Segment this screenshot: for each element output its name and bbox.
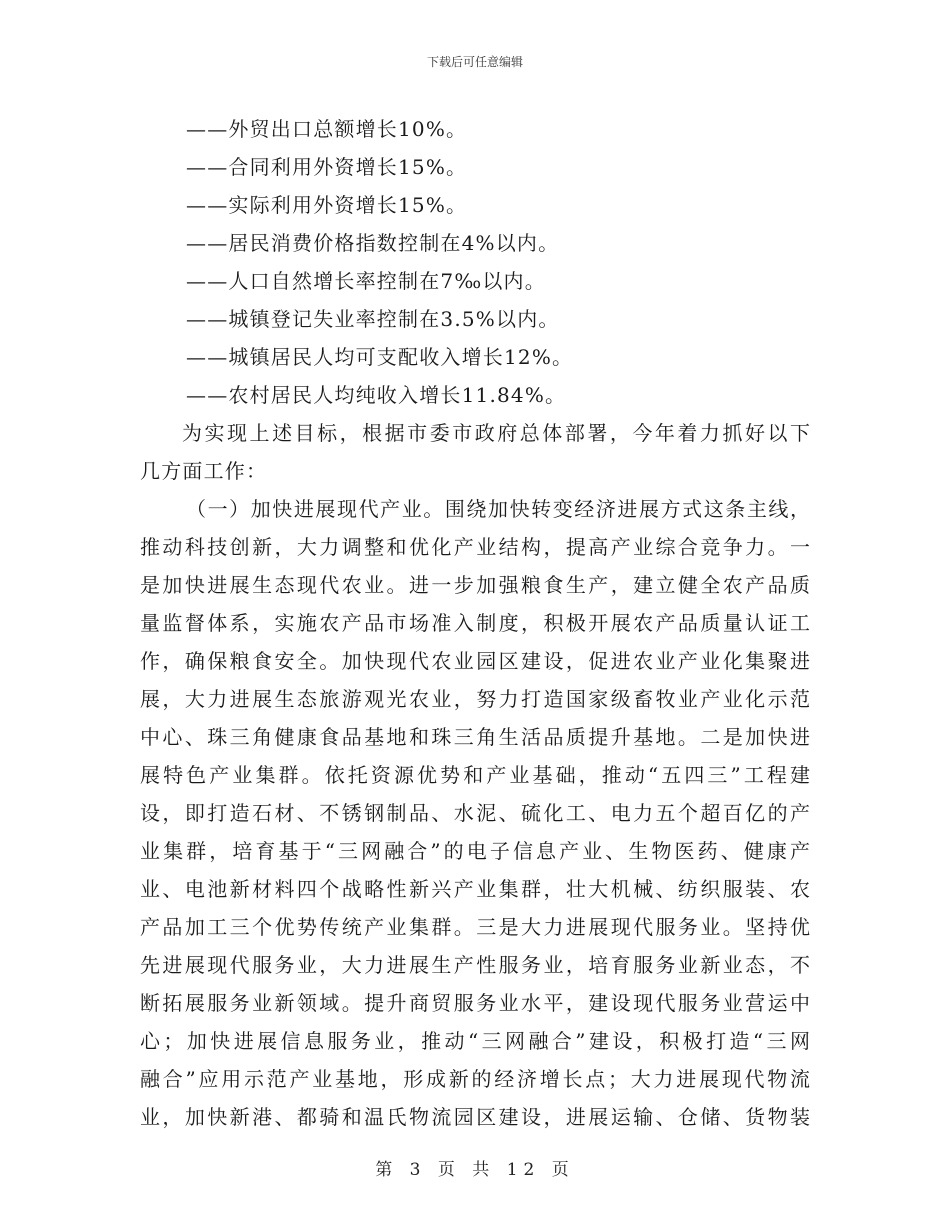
document-body (140, 110, 810, 1136)
target-item: ——居民消费价格指数控制在4%以内。 (186, 231, 560, 255)
section-paragraph-line: 设，即打造石材、不锈钢制品、水泥、硫化工、电力五个超百亿的产 (140, 801, 810, 825)
section-paragraph-line: 融合”应用示范产业基地，形成新的经济增长点；大力进展现代物流 (140, 1067, 810, 1091)
section-paragraph-line: 断拓展服务业新领域。提升商贸服务业水平，建设现代服务业营运中 (140, 991, 810, 1015)
section-paragraph-line: 业，加快新港、都骑和温氏物流园区建设，进展运输、仓储、货物装 (140, 1105, 810, 1129)
section-paragraph-line: 量监督体系，实施农产品市场准入制度，积极开展农产品质量认证工 (140, 611, 810, 635)
section-paragraph-line: 业、电池新材料四个战略性新兴产业集群，壮大机械、纺织服装、农 (140, 877, 810, 901)
section-paragraph-line: 作，确保粮食安全。加快现代农业园区建设，促进农业产业化集聚进 (140, 649, 810, 673)
section-paragraph-line: 展，大力进展生态旅游观光农业，努力打造国家级畜牧业产业化示范 (140, 687, 810, 711)
section-paragraph-line: 推动科技创新，大力调整和优化产业结构，提高产业综合竞争力。一 (140, 535, 810, 559)
section-paragraph-line: 心；加快进展信息服务业，推动“三网融合”建设，积极打造“三网 (140, 1029, 810, 1053)
section-paragraph-line: 产品加工三个优势传统产业集群。三是大力进展现代服务业。坚持优 (140, 915, 810, 939)
target-item: ——农村居民人均纯收入增长11.84%。 (186, 383, 567, 407)
section-paragraph-line: 先进展现代服务业，大力进展生产性服务业，培育服务业新业态，不 (140, 953, 810, 977)
target-item: ——城镇居民人均可支配收入增长12%。 (186, 345, 574, 369)
intro-paragraph-line: 为实现上述目标，根据市委市政府总体部署，今年着力抓好以下 (182, 421, 810, 445)
target-item: ——城镇登记失业率控制在3.5%以内。 (186, 307, 560, 331)
target-item: ——实际利用外资增长15%。 (186, 193, 468, 217)
section-paragraph-line: 中心、珠三角健康食品基地和珠三角生活品质提升基地。二是加快进 (140, 725, 810, 749)
section-paragraph-line: 展特色产业集群。依托资源优势和产业基础，推动“五四三”工程建 (140, 763, 810, 787)
target-item: ——人口自然增长率控制在7‰以内。 (186, 269, 546, 293)
section-paragraph-line: （一）加快进展现代产业。围绕加快转变经济进展方式这条主线， (186, 497, 810, 521)
intro-paragraph-line: 几方面工作： (140, 459, 268, 483)
section-paragraph-line: 业集群，培育基于“三网融合”的电子信息产业、生物医药、健康产 (140, 839, 810, 863)
page-number-footer: 第 3 页 共 12 页 (375, 1160, 575, 1180)
target-item: ——外贸出口总额增长10%。 (186, 117, 468, 141)
page-header: 下载后可任意编辑 (426, 55, 523, 69)
section-paragraph-line: 是加快进展生态现代农业。进一步加强粮食生产，建立健全农产品质 (140, 573, 810, 597)
target-item: ——合同利用外资增长15%。 (186, 155, 468, 179)
